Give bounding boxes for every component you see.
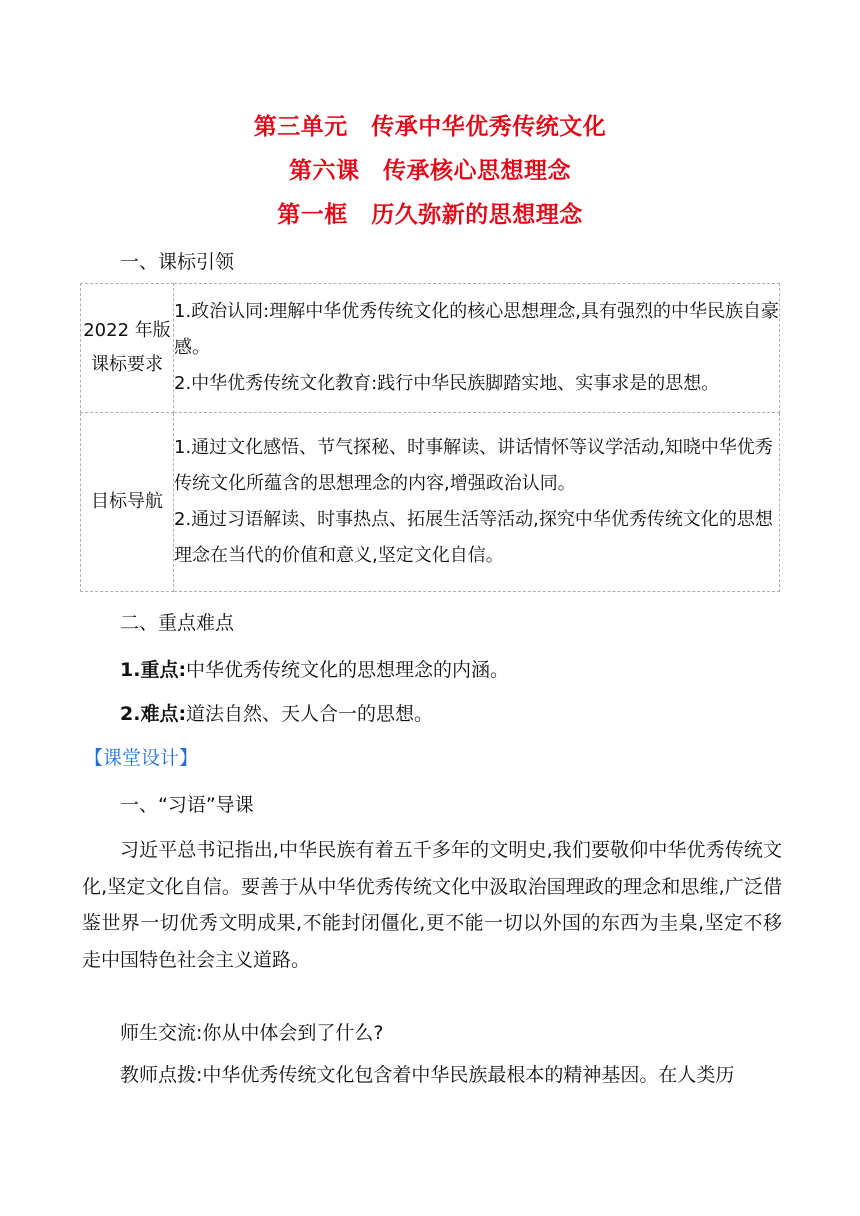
row1-label-cell [81, 284, 174, 413]
key-point-text: 中华优秀传统文化的思想理念的内涵。 [186, 659, 510, 681]
row1-label-line2: 课标要求 [91, 354, 163, 375]
row2-item-2: 2.通过习语解读、时事热点、拓展生活等活动,探究中华优秀传统文化的思想理念在当代的价值和意义,坚定文化自信。 [174, 509, 773, 566]
section2-heading: 二、重点难点 [120, 612, 235, 634]
table-row [81, 413, 780, 592]
row2-content-cell [174, 413, 780, 592]
unit-title: 第三单元 传承中华优秀传统文化 [253, 114, 607, 140]
exchange-line: 师生交流:你从中体会到了什么? [120, 1022, 384, 1044]
row1-item-1: 1.政治认同:理解中华优秀传统文化的核心思想理念,具有强烈的中华民族自豪感。 [174, 301, 779, 358]
key-point-label: 1.重点: [120, 659, 187, 681]
part1-heading: 一、“习语”导课 [120, 794, 254, 816]
row1-item-2: 2.中华优秀传统文化教育:践行中华民族脚踏实地、实事求是的思想。 [174, 373, 720, 394]
standards-table [80, 283, 780, 592]
difficult-point-label: 2.难点: [120, 703, 187, 725]
difficult-point-text: 道法自然、天人合一的思想。 [186, 703, 434, 725]
quote-paragraph: 习近平总书记指出,中华民族有着五千多年的文明史,我们要敬仰中华优秀传统文化,坚定文化自信。要善于从中华优秀传统文化中汲取治国理政的理念和思维,广泛借鉴世界一切优秀文明成果,不能封闭僵化,更不能一切以外国的东西为圭臬,坚定不移走中国特色社会主义道路。 [82, 839, 782, 971]
teacher-line: 教师点拨:中华优秀传统文化包含着中华民族最根本的精神基因。在人类历 [120, 1064, 735, 1086]
difficult-point [120, 701, 433, 727]
row1-content-cell [174, 284, 780, 413]
row2-label-cell: 目标导航 [81, 413, 174, 592]
section1-heading: 一、课标引领 [120, 251, 235, 273]
lesson-title: 第六课 传承核心思想理念 [289, 158, 571, 184]
row1-label-line1: 2022 年版 [83, 320, 171, 341]
section-title: 第一框 历久弥新的思想理念 [277, 202, 583, 228]
key-point [120, 657, 509, 683]
table-row [81, 284, 780, 413]
row2-item-1: 1.通过文化感悟、节气探秘、时事解读、讲话情怀等议学活动,知晓中华优秀传统文化所蕴含的思想理念的内容,增强政治认同。 [174, 437, 773, 494]
classroom-design-heading: 【课堂设计】 [84, 747, 199, 769]
